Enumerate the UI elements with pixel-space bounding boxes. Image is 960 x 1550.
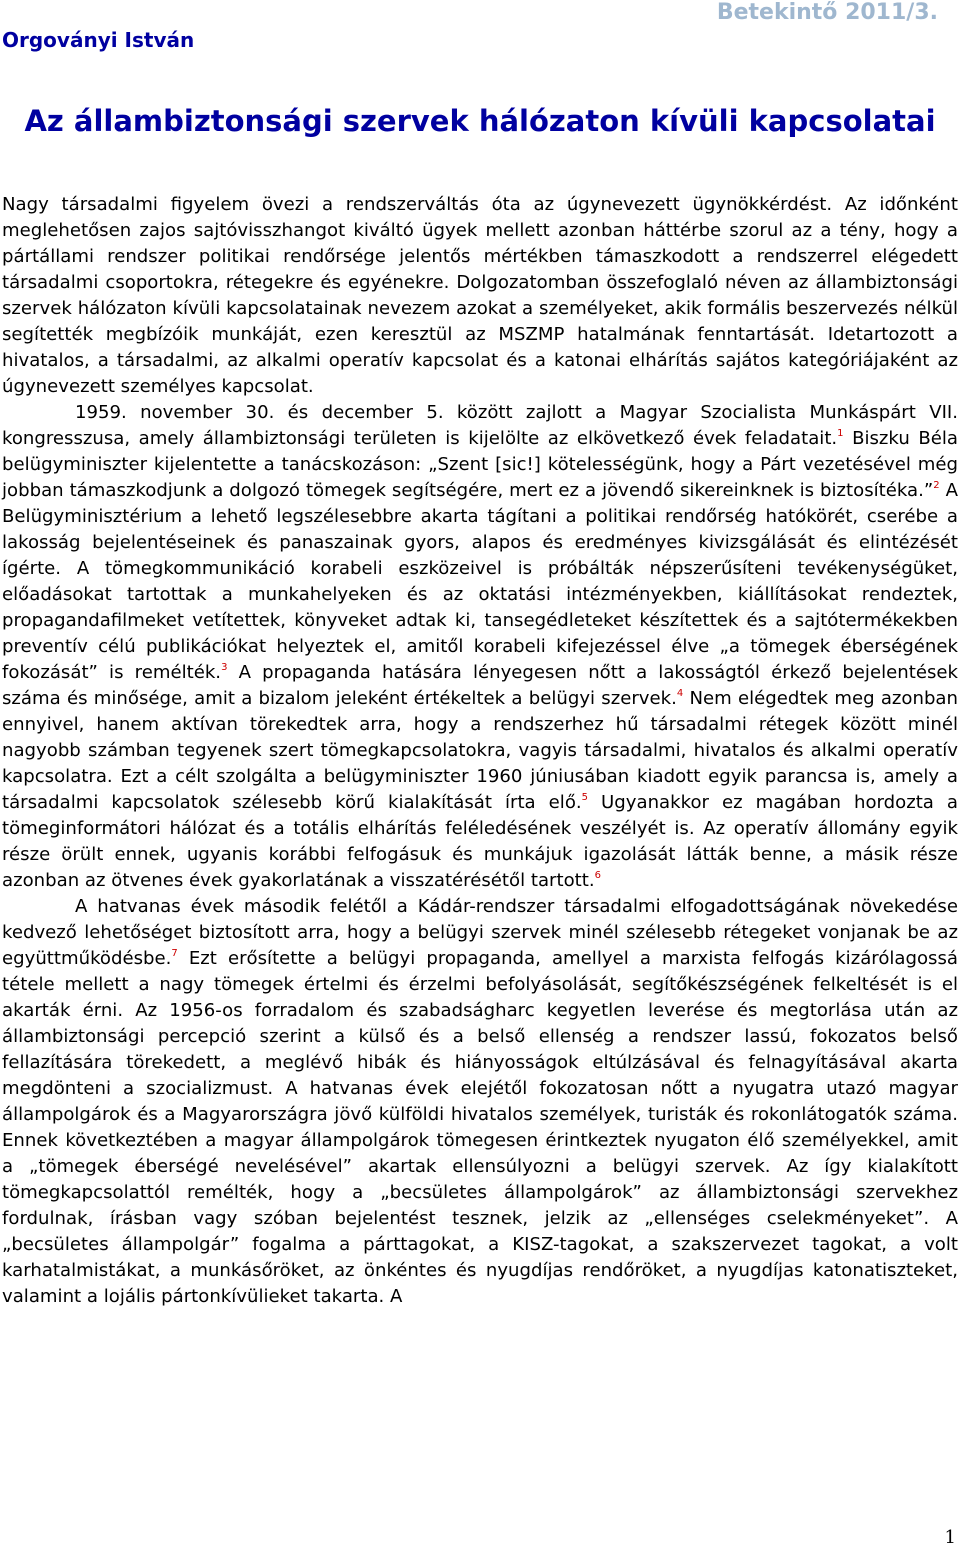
footnote-ref[interactable]: 4 <box>676 688 684 699</box>
paragraph-text: Nagy társadalmi figyelem övezi a rendszerváltás óta az úgynevezett ügynökkérdést. Az időnként meglehetősen zajos sajtóvisszhangot kiváltó ügyek mellett azonban háttérbe szorul az a tény, hogy a pártállami rendszer politikai rendőrsége jelentős mértékben támaszkodott a rendszerrel elégedett társadalmi csoportokra, rétegekre és egyénekre. Dolgozatomban összefoglaló néven az állambiztonsági szervek hálózaton kívüli kapcsolatainak nevezem azokat a személyeket, akik formális beszervezés nélkül segítették megbízóik munkáját, ezen keresztül az MSZMP hatalmának fenntartását. Idetartozott a hivatalos, a társadalmi, az alkalmi operatív kapcsolat és a katonai elhárítás sajátos kategóriájaként az úgynevezett személyes kapcsolat. <box>2 194 958 397</box>
paragraph-text: A hatvanas évek második felétől a Kádár-rendszer társadalmi elfogadottságának növekedése kedvező lehetőséget biztosított arra, hogy a belügyi szervek minél szélesebb rétegeket vonjanak be az együttműködésbe. <box>2 896 958 969</box>
journal-issue: Betekintő 2011/3. <box>716 0 938 25</box>
paragraph-text: A propaganda hatására lényegesen nőtt a lakosságtól érkező bejelentések száma és minősége, amit a bizalom jeleként értékeltek a belügyi szervek. <box>2 662 958 709</box>
footnote-ref[interactable]: 6 <box>594 870 601 881</box>
footnote-ref[interactable]: 3 <box>221 662 228 673</box>
page-number: 1 <box>944 1527 956 1548</box>
footnote-ref[interactable]: 2 <box>933 480 940 491</box>
paragraph <box>2 192 958 400</box>
page-header <box>0 0 960 60</box>
paragraph-text: Nem elégedtek meg azonban ennyivel, hanem aktívan törekedtek arra, hogy a rendszerhez hű társadalmi rétegek között minél nagyobb számban tegyenek szert tömegkapcsolatokra, vagyis társadalmi, hivatalos és alkalmi operatív kapcsolatra. Ezt a célt szolgálta a belügyminiszter 1960 júniusában kiadott egyik parancsa is, amely a társadalmi kapcsolatok szélesebb körű kialakítását írta elő. <box>2 688 958 813</box>
author-name: Orgoványi István <box>2 28 195 52</box>
footnote-ref[interactable]: 5 <box>581 792 589 803</box>
footnote-ref[interactable]: 7 <box>171 948 178 959</box>
paragraph-text: A Belügyminisztérium a lehető legszélesebbre akarta tágítani a politikai rendőrség hatókörét, cserébe a lakosság bejelentéseinek és panaszainak gyors, alapos és eredményes kivizsgálását és elintézését ígérte. A tömegkommunikáció korabeli eszközeivel is próbálták népszerűsíteni tevékenységüket, előadásokat tartottak a munkahelyeken és az oktatási intézményekben, kiállításokat rendeztek, propagandafilmeket vetítettek, könyveket adtak ki, tansegédleteket készítettek és a sajtótermékekben preventív célú publikációkat helyeztek el, amitől korabeli kifejezéssel élve „a tömegek éberségének fokozását” is remélték. <box>2 480 959 683</box>
paragraph <box>2 894 958 1310</box>
paragraph-text: Biszku Béla belügyminiszter kijelentette a tanácskozáson: „Szent [sic!] kötelességünk, hogy a Párt vezetésével még jobban támaszkodjunk a dolgozó tömegek segítségére, mert ez a jövendő sikereinknek is biztosítéka.” <box>2 428 958 501</box>
paragraph <box>2 400 958 894</box>
article-title: Az állambiztonsági szervek hálózaton kívüli kapcsolatai <box>24 104 936 138</box>
paragraph-text: Ugyanakkor ez magában hordozta a tömeginformátori hálózat és a totális elhárítás feléledésének veszélyét is. Az operatív állomány egyik része örült ennek, ugyanis korábbi felfogásuk és munkájuk igazolását látták benne, a másik része azonban az ötvenes évek gyakorlatának a visszatérésétől tartott. <box>2 792 958 891</box>
article-body <box>2 192 958 1310</box>
paragraph-text: Ezt erősítette a belügyi propaganda, amellyel a marxista felfogás kizárólagossá tétele mellett a nagy tömegek értelmi és érzelmi befolyásolását, segítőkészségének felkeltését is el akarták érni. Az 1956-os forradalom és szabadságharc kegyetlen leverése és megtorlása után az állambiztonsági percepció szerint a külső és a belső ellenség a rendszer lassú, fokozatos belső fellazítására törekedett, a meglévő hibák és hiányosságok eltúlzásával és felnagyításával akarta megdönteni a szocializmust. A hatvanas évek elejétől fokozatosan nőtt a nyugatra utazó magyar állampolgárok és a Magyarországra jövő külföldi hivatalos személyek, turisták és rokonlátogatók száma. Ennek következtében a magyar állampolgárok tömegesen érintkeztek nyugaton élő személyekkel, amit a „tömegek éberségé nevelésével” akartak ellensúlyozni a belügyi szervek. Az így kialakított tömegkapcsolattól remélték, hogy a „becsületes állampolgárok” az állambiztonsági szervekhez fordulnak, írásban vagy szóban bejelentést tesznek, jelzik az „ellenséges cselekményeket”. A „becsületes állampolgár” fogalma a párttagokat, a KISZ-tagokat, a szakszervezet tagokat, a volt karhatalmistákat, a munkásőröket, az önkéntes és nyugdíjas rendőröket, a nyugdíjas katonatiszteket, valamint a lojális pártonkívülieket takarta. A <box>2 948 958 1307</box>
footnote-ref[interactable]: 1 <box>837 428 844 439</box>
paragraph-text: 1959. november 30. és december 5. között zajlott a Magyar Szocialista Munkáspárt VII. kongresszusa, amely állambiztonsági területen is kijelölte az elkövetkező évek feladatait. <box>2 402 958 449</box>
